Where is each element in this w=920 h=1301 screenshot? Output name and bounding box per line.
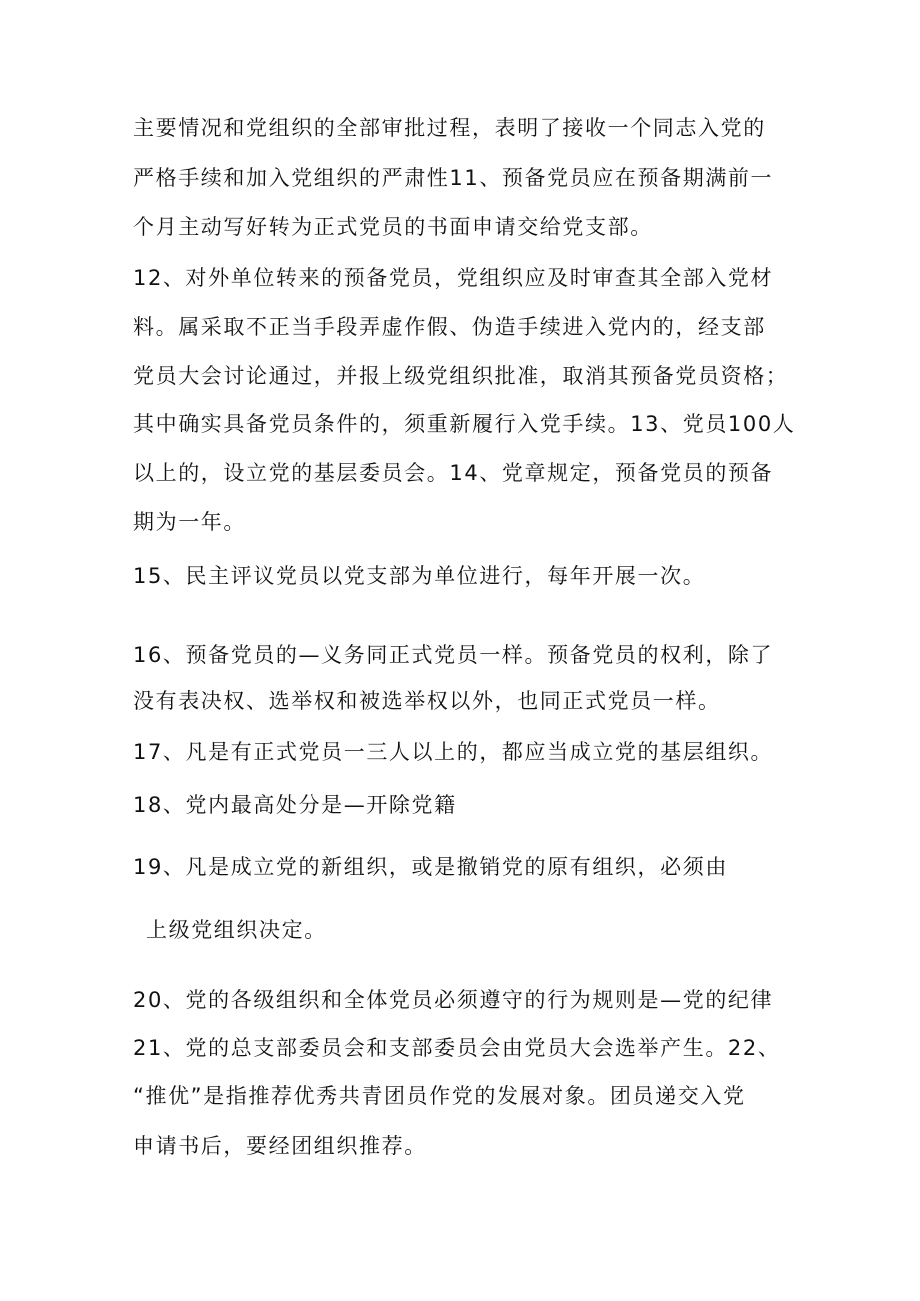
text-line: 申请书后，要经团组织推荐。 xyxy=(133,1134,427,1158)
text-line: 15、民主评议党员以党支部为单位进行，每年开展一次。 xyxy=(133,564,706,588)
text-line: 以上的，设立党的基层委员会。14、党章规定，预备党员的预备 xyxy=(133,461,774,485)
text-line: 18、党内最高处分是—开除党籍 xyxy=(133,793,457,817)
text-line: 料。属采取不正当手段弄虚作假、伪造手续进入党内的，经支部 xyxy=(133,315,766,339)
text-line: 12、对外单位转来的预备党员，党组织应及时审查其全部入党材 xyxy=(133,266,774,290)
text-line: “推优”是指推荐优秀共青团员作党的发展对象。团员递交入党 xyxy=(133,1084,746,1108)
text-line: 没有表决权、选举权和被选举权以外，也同正式党员一样。 xyxy=(133,689,721,713)
text-line: 20、党的各级组织和全体党员必须遵守的行为规则是—党的纪律 xyxy=(133,988,774,1012)
text-line: 党员大会讨论通过，并报上级党组织批准，取消其预备党员资格； xyxy=(133,364,789,388)
text-line: 16、预备党员的—义务同正式党员一样。预备党员的权利，除了 xyxy=(133,643,774,667)
text-line: 个月主动写好转为正式党员的书面申请交给党支部。 xyxy=(133,215,653,239)
text-line: 主要情况和党组织的全部审批过程，表明了接收一个同志入党的 xyxy=(133,116,766,140)
text-line: 期为一年。 xyxy=(133,510,246,534)
text-line: 严格手续和加入党组织的严肃性11、预备党员应在预备期满前一 xyxy=(133,166,774,190)
text-line: 上级党组织决定。 xyxy=(146,918,327,942)
text-line: 17、凡是有正式党员一三人以上的，都应当成立党的基层组织。 xyxy=(133,740,774,764)
text-line: 其中确实具备党员条件的，须重新履行入党手续。13、党员100人 xyxy=(133,412,796,436)
text-line: 21、党的总支部委员会和支部委员会由党员大会选举产生。22、 xyxy=(133,1036,781,1060)
text-line: 19、凡是成立党的新组织，或是撤销党的原有组织，必须由 xyxy=(133,855,728,879)
